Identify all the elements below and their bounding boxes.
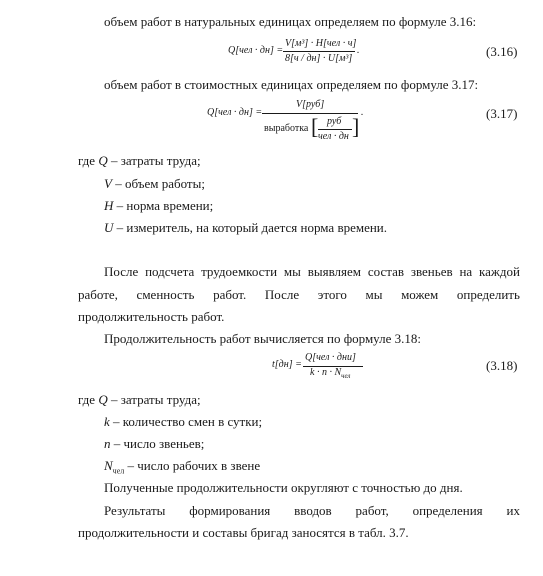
eq318-number: (3.18) <box>486 358 518 373</box>
eq317-den-bracket-right: ] <box>352 114 360 139</box>
eq318-denominator-main: k · n · N <box>310 367 342 378</box>
h-definition-line <box>104 198 213 214</box>
word: После <box>264 287 300 302</box>
where-word: где <box>78 153 99 168</box>
where-q-line-2 <box>78 392 201 408</box>
eq316-lhs: Q[чел · дн] = <box>228 45 284 56</box>
word: определения <box>412 503 483 518</box>
where-word-2: где <box>78 392 99 407</box>
v-definition: – объем работы; <box>111 176 205 191</box>
word: После <box>104 264 139 279</box>
u-symbol: U <box>104 220 114 235</box>
para1-line3: продолжительность работ. <box>78 309 225 324</box>
text-line-natural-units: объем работ в натуральных единицах определяем по формуле 3.16: <box>104 14 477 29</box>
word: каждой <box>479 264 520 279</box>
eq317-den-den: чел · дн <box>318 131 349 142</box>
eq317-period: . <box>361 107 364 118</box>
para2-line: Продолжительность работ вычисляется по формуле 3.18: <box>104 331 421 346</box>
q-definition: – затраты труда; <box>107 153 201 168</box>
n-definition: – число звеньев; <box>110 436 205 451</box>
N-symbol: N <box>104 458 113 473</box>
eq317-number: (3.17) <box>486 106 518 121</box>
word: работе, <box>78 287 118 302</box>
u-definition-line <box>104 220 387 236</box>
k-symbol: k <box>104 414 110 429</box>
word: подсчета <box>145 264 195 279</box>
k-definition: – количество смен в сутки; <box>109 414 263 429</box>
last-para-line1 <box>104 503 520 519</box>
eq318-denominator <box>310 367 350 382</box>
v-symbol: V <box>104 176 112 191</box>
eq317-fraction-bar <box>262 113 358 114</box>
eq316-number: (3.16) <box>486 44 518 59</box>
eq317-den-num: руб <box>327 116 342 127</box>
u-definition: – измеритель, на который дается норма времени. <box>113 220 388 235</box>
eq317-lhs: Q[чел · дн] = <box>207 107 263 118</box>
eq316-denominator: 8[ч / дн] · U[м³] <box>285 53 353 64</box>
word: на <box>459 264 473 279</box>
word: трудоемкости <box>201 264 278 279</box>
word: Результаты <box>104 503 166 518</box>
word: состав <box>367 264 404 279</box>
word: работ. <box>213 287 247 302</box>
v-definition-line <box>104 176 205 192</box>
word: выявляем <box>307 264 362 279</box>
eq316-numerator: V[м³] · H[чел · ч] <box>285 38 357 49</box>
eq318-numerator: Q[чел · дни] <box>305 352 356 363</box>
q-definition-2: – затраты труда; <box>107 392 201 407</box>
n-symbol: n <box>104 436 111 451</box>
eq316-period: . <box>357 45 360 56</box>
q-symbol-2: Q <box>98 392 108 407</box>
eq317-numerator: V[руб] <box>296 99 325 110</box>
eq317-denominator-word: выработка <box>264 123 309 134</box>
eq316-fraction-bar <box>283 51 355 52</box>
q-symbol: Q <box>98 153 108 168</box>
word: мы <box>283 264 301 279</box>
n-definition-line <box>104 436 204 452</box>
para1-line1 <box>104 264 520 280</box>
h-symbol: H <box>104 198 114 213</box>
rounded-line: Полученные продолжительности округляют с точностью до дня. <box>104 480 463 495</box>
eq318-lhs: t[дн] = <box>272 359 302 370</box>
h-definition: – норма времени; <box>113 198 214 213</box>
word: звеньев <box>410 264 453 279</box>
N-definition: – число рабочих в звене <box>124 458 261 473</box>
word: формирования <box>189 503 271 518</box>
word: определить <box>456 287 520 302</box>
last-para-line2: продолжительности и составы бригад заносятся в табл. 3.7. <box>78 525 409 540</box>
nchel-definition-line <box>104 458 260 480</box>
eq317-inner-fraction-bar <box>318 129 352 130</box>
word: их <box>506 503 520 518</box>
word: вводов <box>294 503 332 518</box>
word: мы <box>365 287 383 302</box>
N-subscript: чел <box>112 466 125 476</box>
where-q-line <box>78 153 201 169</box>
word: сменность <box>136 287 195 302</box>
word: этого <box>317 287 347 302</box>
eq318-denominator-sub: чел <box>341 372 351 380</box>
para1-line2 <box>78 287 520 303</box>
eq317-den-bracket-left: [ <box>311 114 319 139</box>
text-line-cost-units: объем работ в стоимостных единицах определяем по формуле 3.17: <box>104 77 479 92</box>
word: можем <box>401 287 439 302</box>
word: работ, <box>355 503 389 518</box>
k-definition-line <box>104 414 262 430</box>
